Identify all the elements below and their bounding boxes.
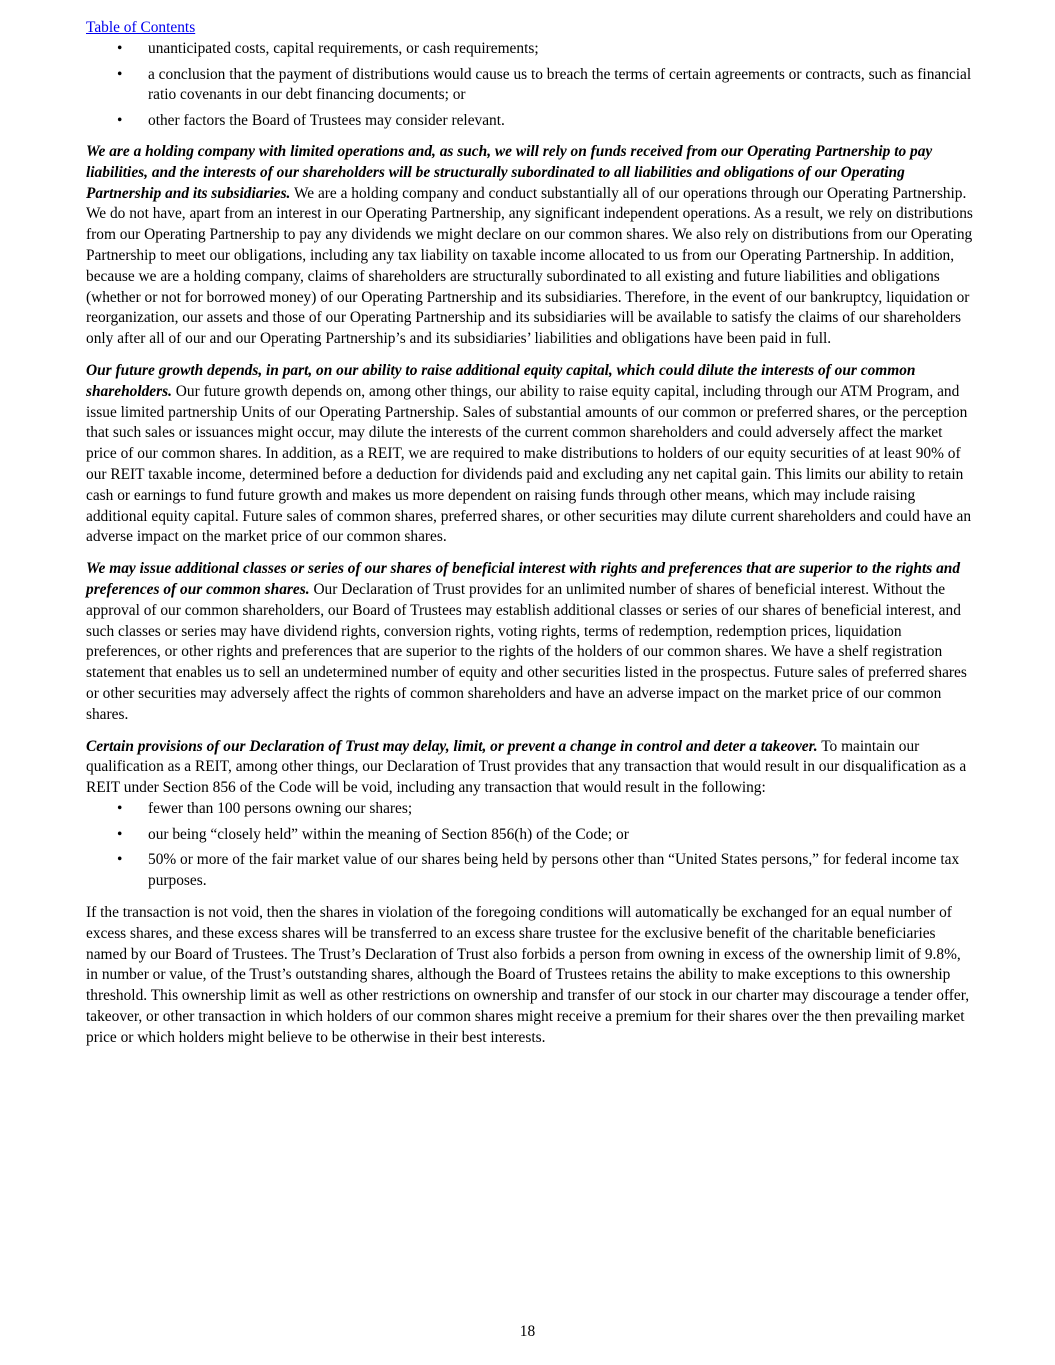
list-item-text: fewer than 100 persons owning our shares; <box>148 799 413 817</box>
list-item <box>86 850 974 892</box>
paragraph-takeover-risk <box>86 737 974 799</box>
risk-heading: We are a holding company with limited operations and, as such, we will rely on funds received from our Operating Partnership to pay liabilities, and the interests of our shareholders will be structurally subordinated to all liabilities and obligations of our Operating Partnership and its subsidiaries. <box>86 142 933 202</box>
list-item <box>86 65 974 107</box>
list-item <box>86 111 974 132</box>
page-number: 18 <box>519 1323 536 1340</box>
document-page <box>86 18 974 1049</box>
table-of-contents-link[interactable]: Table of Contents <box>86 19 196 36</box>
bullet-icon: • <box>117 39 123 57</box>
bullet-icon: • <box>117 799 123 817</box>
bullet-icon: • <box>117 825 123 843</box>
list-item <box>86 799 974 820</box>
risk-body: To maintain our qualification as a REIT, among other things, our Declaration of Trust provides that any transaction that would result in our disqualification as a REIT under Section 856 of the Code will be void, including any transaction that would result in the following: <box>86 737 967 797</box>
risk-heading: We may issue additional classes or series of our shares of beneficial interest with rights and preferences that are superior to the rights and preferences of our common shares. <box>86 560 961 598</box>
risk-body: Our Declaration of Trust provides for an unlimited number of shares of beneficial interest. Without the approval of our common shareholders, our Board of Trustees may establish additional classes or series of our shares of beneficial interest, and such classes or series may have dividend rights, conversion rights, voting rights, terms of redemption, redemption prices, liquidation preferences, or other rights and preferences that are superior to the rights of the holders of our common shares. We have a shelf registration statement that enables us to sell an undetermined number of equity and other securities listed in the prospectus. Future sales of preferred shares or other securities may adversely affect the rights of common shareholders and have an adverse impact on the market price of our common shares. <box>86 580 967 723</box>
bullet-list-void-transactions <box>86 799 974 892</box>
list-item-text: our being “closely held” within the meaning of Section 856(h) of the Code; or <box>148 825 629 843</box>
list-item-text: other factors the Board of Trustees may consider relevant. <box>148 112 505 130</box>
paragraph-excess-shares: If the transaction is not void, then the shares in violation of the foregoing conditions will automatically be exchanged for an equal number of excess shares, and these excess shares will be transferred to an excess share trustee for the exclusive benefit of the charitable beneficiaries named by our Board of Trustees. The Trust’s Declaration of Trust also forbids a person from owning in excess of the ownership limit of 9.8%, in number or value, of the Trust’s outstanding shares, although the Board of Trustees retains the ability to make exceptions to this ownership threshold. This ownership limit as well as other restrictions on ownership and transfer of our stock in our charter may discourage a tender offer, takeover, or other transaction in which holders of our common shares might receive a premium for their shares over the then prevailing market price or which holders might believe to be otherwise in their best interests. <box>86 904 970 1046</box>
paragraph-equity-capital-risk <box>86 361 974 548</box>
bullet-icon: • <box>117 851 123 869</box>
risk-heading: Our future growth depends, in part, on our ability to raise additional equity capital, which could dilute the interests of our common shareholders. <box>86 361 916 400</box>
risk-body: Our future growth depends on, among other things, our ability to raise equity capital, including through our ATM Program, and issue limited partnership Units of our Operating Partnership. Sales of substantial amounts of our common or preferred shares, or the perception that such sales or issuances might occur, may dilute the interests of the current common shareholders and could adversely affect the market price of our common shares. In addition, as a REIT, we are required to make distributions to holders of our equity securities of at least 90% of our REIT taxable income, determined before a deduction for dividends paid and excluding any net capital gain. This limits our ability to retain cash or earnings to fund future growth and makes us more dependent on raising funds through other means, which may include raising additional equity capital. Future sales of common shares, preferred shares, or other securities may dilute current shareholders and could have an adverse impact on the market price of our common shares. <box>86 382 972 546</box>
list-item <box>86 39 974 60</box>
bullet-icon: • <box>117 112 123 130</box>
list-item <box>86 825 974 846</box>
list-item-text: 50% or more of the fair market value of our shares being held by persons other than “United States persons,” for federal income tax purposes. <box>148 851 960 890</box>
paragraph-holding-company-risk <box>86 142 974 350</box>
bullet-icon: • <box>117 65 123 83</box>
risk-heading: Certain provisions of our Declaration of Trust may delay, limit, or prevent a change in control and deter a takeover. <box>86 737 818 755</box>
bullet-list-distribution-factors <box>86 39 974 132</box>
paragraph-share-classes-risk <box>86 559 974 725</box>
risk-body: We are a holding company and conduct substantially all of our operations through our Operating Partnership. We do not have, apart from an interest in our Operating Partnership, any significant independent operations. As a result, we rely on distributions from our Operating Partnership to pay any dividends we might declare on our common shares. We also rely on distributions from our Operating Partnership to meet our obligations, including any tax liability on taxable income allocated to us from our Operating Partnership. In addition, because we are a holding company, claims of shareholders are structurally subordinated to all existing and future liabilities and obligations (whether or not for borrowed money) of our Operating Partnership and its subsidiaries. Therefore, in the event of our bankruptcy, liquidation or reorganization, our assets and those of our Operating Partnership and its subsidiaries will be available to satisfy the claims of our shareholders only after all of our and our Operating Partnership’s and its subsidiaries’ liabilities and obligations have been paid in full. <box>86 184 973 348</box>
list-item-text: a conclusion that the payment of distributions would cause us to breach the terms of certain agreements or contracts, such as financial ratio covenants in our debt financing documents; or <box>148 65 972 104</box>
list-item-text: unanticipated costs, capital requirements, or cash requirements; <box>148 39 539 57</box>
